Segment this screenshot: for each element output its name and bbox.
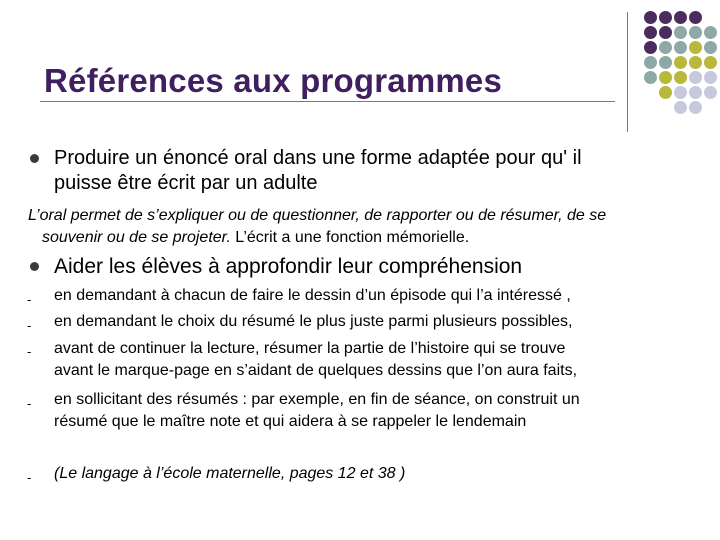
decorative-dot (644, 11, 657, 24)
bullet-1-line2: puisse être écrit par un adulte (54, 172, 318, 194)
title-underline (40, 101, 615, 102)
decorative-dot (689, 71, 702, 84)
decorative-dot (689, 86, 702, 99)
decorative-dot (689, 101, 702, 114)
decorative-dot (659, 26, 672, 39)
decorative-dot (704, 41, 717, 54)
decorative-dot (674, 71, 687, 84)
list-item-1: en demandant à chacun de faire le dessin d’un épisode qui l’a intéressé , (54, 287, 571, 304)
decorative-dot (674, 101, 687, 114)
vertical-divider (627, 12, 628, 132)
list-dash: - (27, 292, 32, 307)
decorative-dot (674, 11, 687, 24)
list-dash: - (27, 470, 32, 485)
list-item-4-line1: en sollicitant des résumés : par exemple, en fin de séance, on construit un (54, 391, 580, 408)
list-item-3-line1: avant de continuer la lecture, résumer la partie de l’histoire qui se trouve (54, 340, 566, 357)
list-dash: - (27, 344, 32, 359)
list-dash: - (27, 318, 32, 333)
decorative-dot (674, 26, 687, 39)
bullet-2-text: Aider les élèves à approfondir leur compréhension (54, 255, 523, 278)
list-dash: - (27, 396, 32, 411)
bullet-1-text (54, 146, 582, 196)
decorative-dot (674, 86, 687, 99)
list-item-3 (54, 338, 694, 382)
bullet-icon (30, 262, 39, 271)
oral-note-line2 (28, 229, 469, 246)
decorative-dot (674, 41, 687, 54)
bullet-icon (30, 154, 39, 163)
decorative-dot (659, 41, 672, 54)
list-item-4-line2: résumé que le maître note et qui aidera à se rappeler le lendemain (54, 413, 527, 430)
decorative-dot (689, 11, 702, 24)
decorative-dot (644, 41, 657, 54)
decorative-dot-grid (640, 11, 720, 121)
slide-title: Références aux programmes (44, 62, 503, 99)
decorative-dot (704, 26, 717, 39)
reference-citation: (Le langage à l’école maternelle, pages 12 et 38 ) (54, 465, 406, 482)
oral-note-line2-italic: souvenir ou de se projeter. (42, 229, 231, 246)
decorative-dot (704, 71, 717, 84)
decorative-dot (659, 56, 672, 69)
decorative-dot (644, 26, 657, 39)
oral-note-line1: L’oral permet de s’expliquer ou de questionner, de rapporter ou de résumer, de se (28, 207, 607, 224)
list-item-3-line2: avant le marque-page en s’aidant de quelques dessins que l’on aura faits, (54, 362, 578, 379)
decorative-dot (704, 86, 717, 99)
decorative-dot (659, 11, 672, 24)
decorative-dot (689, 26, 702, 39)
decorative-dot (644, 71, 657, 84)
decorative-dot (689, 56, 702, 69)
oral-note (28, 205, 606, 249)
decorative-dot (659, 86, 672, 99)
bullet-1-line1: Produire un énoncé oral dans une forme adaptée pour qu' il (54, 147, 582, 169)
decorative-dot (674, 56, 687, 69)
decorative-dot (659, 71, 672, 84)
list-item-2: en demandant le choix du résumé le plus juste parmi plusieurs possibles, (54, 313, 573, 330)
decorative-dot (704, 56, 717, 69)
oral-note-line2-rest: L’écrit a une fonction mémorielle. (230, 229, 470, 246)
list-item-4 (54, 389, 694, 433)
decorative-dot (644, 56, 657, 69)
decorative-dot (689, 41, 702, 54)
